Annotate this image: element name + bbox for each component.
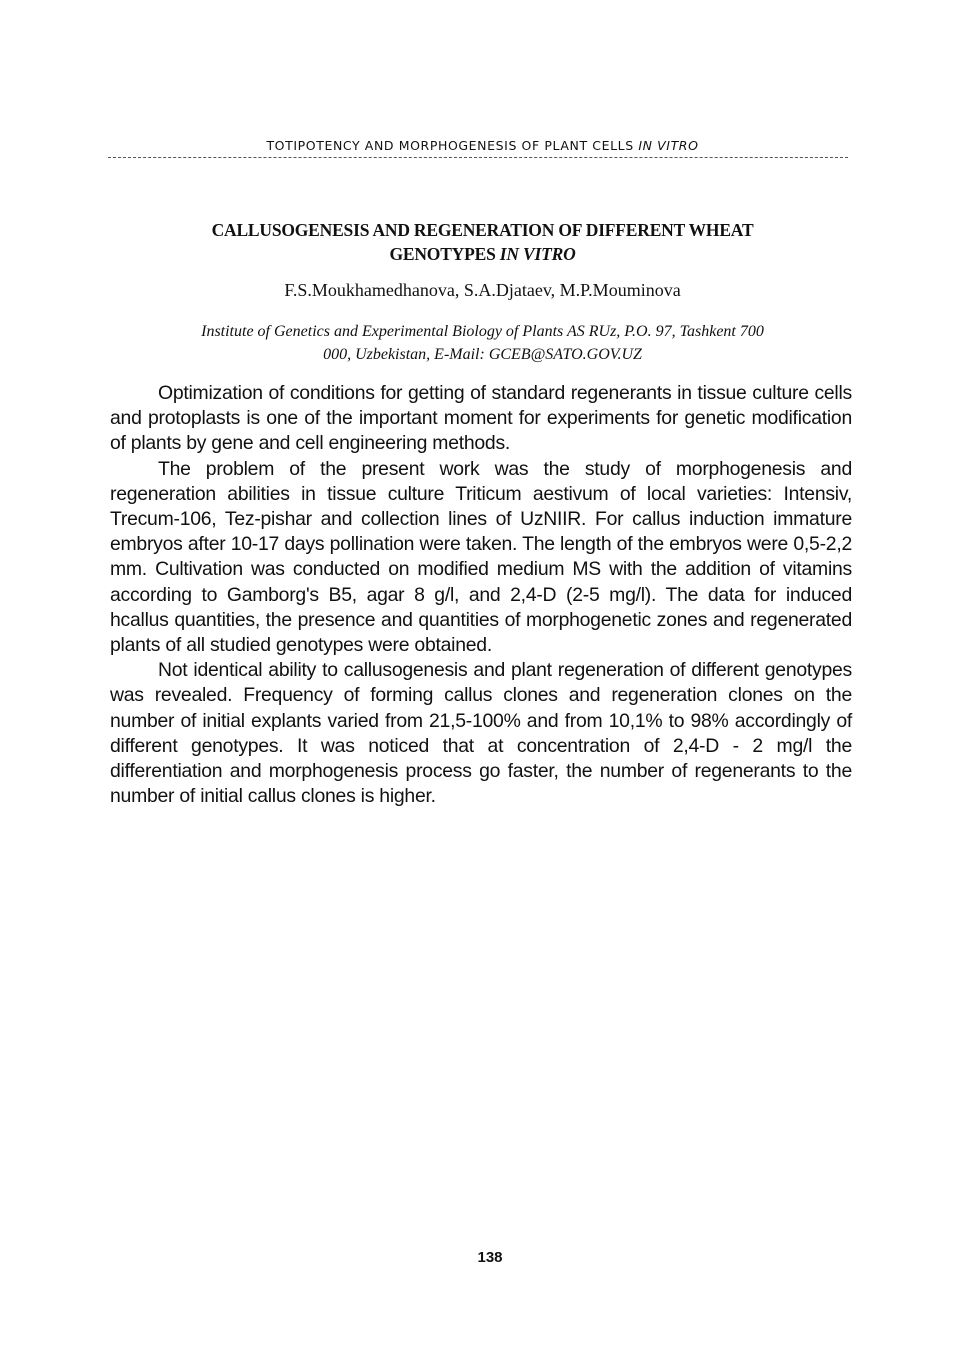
title-line-2 xyxy=(110,242,855,266)
page-number: 138 xyxy=(477,1249,503,1266)
title-line-1: CALLUSOGENESIS AND REGENERATION OF DIFFERENT WHEAT xyxy=(211,220,754,240)
paper-title xyxy=(110,218,855,266)
authors: F.S.Moukhamedhanova, S.A.Djataev, M.P.Mouminova xyxy=(284,280,681,300)
running-header-main: TOTIPOTENCY AND MORPHOGENESIS OF PLANT CELLS xyxy=(266,138,634,153)
header-divider xyxy=(108,157,848,158)
running-header-italic: IN VITRO xyxy=(638,138,699,153)
paragraph: The problem of the present work was the study of morphogenesis and regeneration abilities in tissue culture Triticum aestivum of local varieties: Intensiv, Trecum-106, Tez-pishar and collection lines of UzNIIR. For callus induction immature embryos after 10-17 days pollination were taken. The length of the embryos were 0,5-2,2 mm. Cultivation was conducted on modified medium MS with the addition of vitamins according to Gamborg's B5, agar 8 g/l, and 2,4-D (2-5 mg/l). The data for induced hcallus quantities, the presence and quantities of morphogenetic zones and regenerated plants of all studied genotypes were obtained. xyxy=(110,457,852,657)
running-header xyxy=(110,138,855,153)
paragraph: Optimization of conditions for getting of standard regenerants in tissue culture cells and protoplasts is one of the important moment for experiments for genetic modification of plants by gene and cell engineering methods. xyxy=(110,382,852,455)
title-line-2-italic: IN VITRO xyxy=(499,244,576,264)
affiliation xyxy=(110,320,855,366)
paragraph: Not identical ability to callusogenesis and plant regeneration of different genotypes was revealed. Frequency of forming callus clones and regeneration clones on the number of initial explants varied from 21,5-100% and from 10,1% to 98% accordingly of different genotypes. It was noticed that at concentration of 2,4-D - 2 mg/l the differentiation and morphogenesis process go faster, the number of regenerants to the number of initial callus clones is higher. xyxy=(110,659,852,808)
affiliation-line-2: 000, Uzbekistan, E-Mail: GCEB@SATO.GOV.UZ xyxy=(323,346,642,363)
affiliation-line-1: Institute of Genetics and Experimental Biology of Plants AS RUz, P.O. 97, Tashkent 700 xyxy=(201,323,764,340)
abstract-body xyxy=(110,381,852,809)
title-line-2-main: GENOTYPES xyxy=(389,244,496,264)
